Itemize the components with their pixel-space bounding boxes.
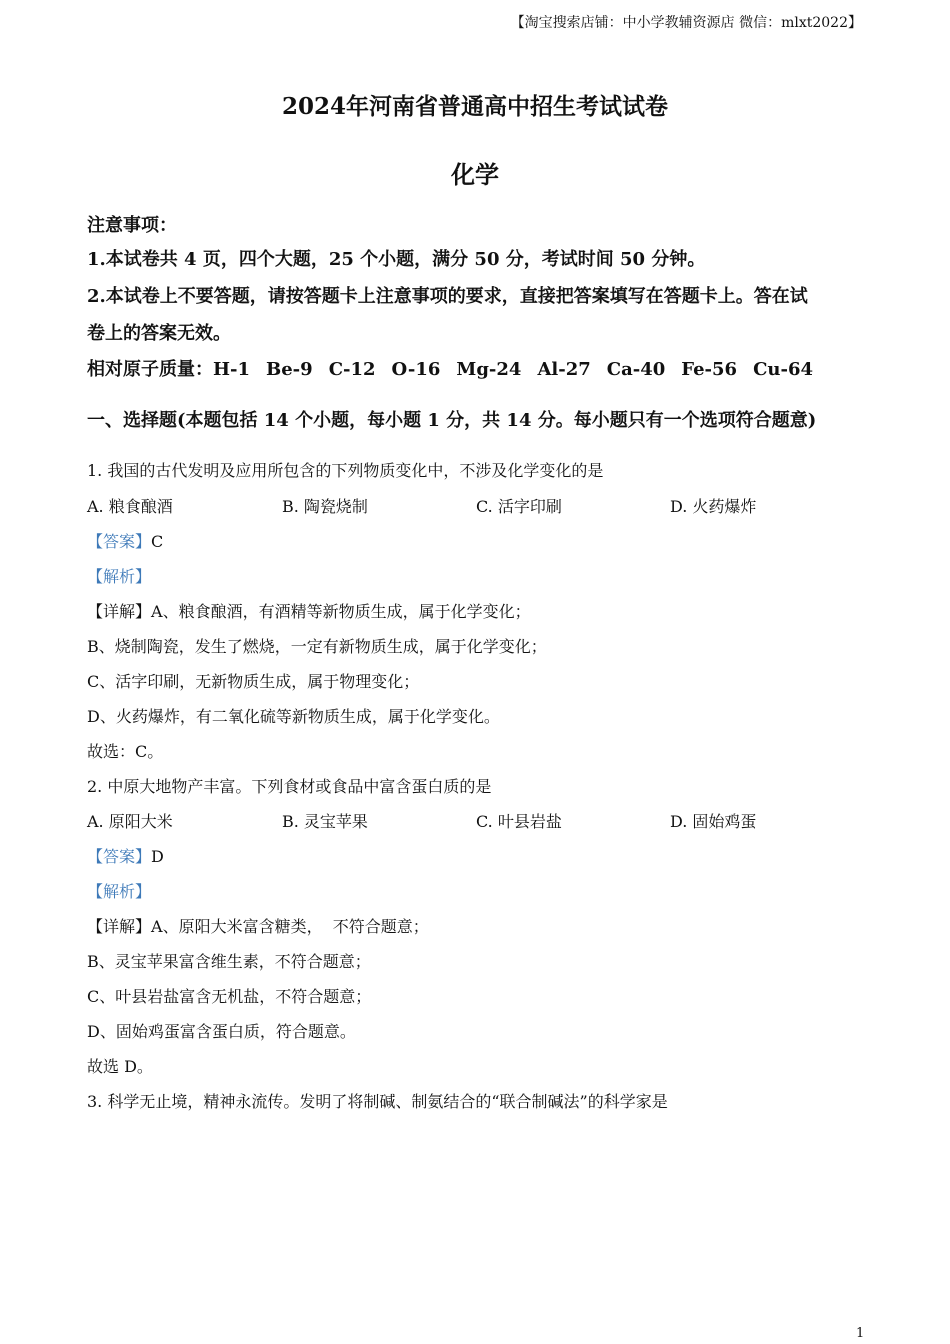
question-2-detail-2: B、灵宝苹果富含维生素，不符合题意； bbox=[87, 952, 371, 971]
question-1-detail-2: B、烧制陶瓷，发生了燃烧，一定有新物质生成，属于化学变化； bbox=[87, 637, 547, 656]
atomic-mass-cu: Cu-64 bbox=[753, 359, 813, 380]
subject-title: 化学 bbox=[451, 160, 499, 189]
question-1-option-c: C. 活字印刷 bbox=[476, 497, 562, 516]
question-1-option-b: B. 陶瓷烧制 bbox=[282, 497, 368, 516]
page-number: 1 bbox=[856, 1326, 865, 1341]
atomic-mass-o: O-16 bbox=[391, 359, 441, 380]
question-1-option-a: A. 粮食酿酒 bbox=[87, 497, 173, 516]
section-1-title: 一、选择题(本题包括 14 个小题，每小题 1 分，共 14 分。每小题只有一个选项符合题意) bbox=[87, 410, 817, 431]
question-2-option-d: D. 固始鸡蛋 bbox=[670, 812, 757, 831]
notice-item-1: 1.本试卷共 4 页，四个大题，25 个小题，满分 50 分，考试时间 50 分钟。 bbox=[87, 249, 706, 270]
answer-tag: 【答案】 bbox=[87, 847, 152, 866]
question-1-detail-1 bbox=[87, 599, 531, 622]
atomic-mass-h: H-1 bbox=[213, 359, 251, 380]
atomic-mass-al: Al-27 bbox=[537, 359, 591, 380]
atomic-mass-fe: Fe-56 bbox=[681, 359, 738, 380]
question-2-conclusion: 故选 D。 bbox=[87, 1057, 153, 1076]
detail-tag: 【详解】 bbox=[87, 917, 152, 936]
atomic-mass-c: C-12 bbox=[328, 359, 376, 380]
notice-heading: 注意事项： bbox=[87, 215, 177, 236]
exam-title: 2024年河南省普通高中招生考试试卷 bbox=[281, 93, 668, 120]
question-2-detail-3: C、叶县岩盐富含无机盐，不符合题意； bbox=[87, 987, 372, 1006]
answer-tag: 【答案】 bbox=[87, 532, 152, 551]
question-1-answer bbox=[87, 529, 163, 552]
question-1-option-d: D. 火药爆炸 bbox=[670, 497, 757, 516]
atomic-masses bbox=[87, 355, 829, 381]
question-2-analysis-tag: 【解析】 bbox=[87, 882, 152, 901]
atomic-mass-mg: Mg-24 bbox=[456, 359, 522, 380]
atomic-mass-be: Be-9 bbox=[266, 359, 313, 380]
question-2-detail-4: D、固始鸡蛋富含蛋白质，符合题意。 bbox=[87, 1022, 356, 1041]
question-1-detail-3: C、活字印刷，无新物质生成，属于物理变化； bbox=[87, 672, 420, 691]
question-2-detail-1 bbox=[87, 914, 429, 937]
detail-text: A、粮食酿酒，有酒精等新物质生成，属于化学变化； bbox=[151, 602, 531, 621]
question-2-option-b: B. 灵宝苹果 bbox=[282, 812, 368, 831]
header-note: 【淘宝搜索店铺：中小学教辅资源店 微信：mlxt2022】 bbox=[510, 15, 862, 31]
detail-tag: 【详解】 bbox=[87, 602, 152, 621]
atomic-masses-label: 相对原子质量： bbox=[87, 359, 213, 380]
detail-text: A、原阳大米富含糖类， 不符合题意； bbox=[151, 917, 429, 936]
answer-value: C bbox=[151, 532, 164, 551]
answer-value: D bbox=[151, 847, 164, 866]
question-1-analysis-tag: 【解析】 bbox=[87, 567, 152, 586]
notice-item-2-line-1: 2.本试卷上不要答题，请按答题卡上注意事项的要求，直接把答案填写在答题卡上。答在试 bbox=[87, 286, 808, 307]
question-2-stem: 2. 中原大地物产丰富。下列食材或食品中富含蛋白质的是 bbox=[87, 777, 492, 796]
question-2-option-a: A. 原阳大米 bbox=[87, 812, 173, 831]
notice-item-2-line-2: 卷上的答案无效。 bbox=[87, 323, 231, 344]
question-1-detail-4: D、火药爆炸，有二氧化硫等新物质生成，属于化学变化。 bbox=[87, 707, 500, 726]
atomic-mass-ca: Ca-40 bbox=[606, 359, 666, 380]
question-1-conclusion: 故选：C。 bbox=[87, 742, 164, 761]
question-3-stem: 3. 科学无止境，精神永流传。发明了将制碱、制氨结合的“联合制碱法”的科学家是 bbox=[87, 1092, 668, 1111]
question-2-answer bbox=[87, 844, 164, 867]
question-2-option-c: C. 叶县岩盐 bbox=[476, 812, 562, 831]
question-1-stem: 1. 我国的古代发明及应用所包含的下列物质变化中，不涉及化学变化的是 bbox=[87, 461, 604, 480]
